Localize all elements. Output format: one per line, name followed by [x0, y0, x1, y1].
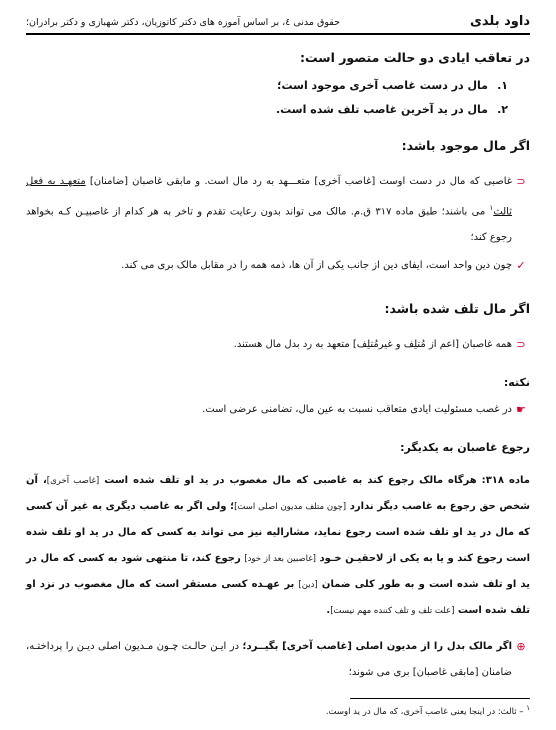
bullet-paragraph [26, 634, 530, 686]
list-number: ١. [497, 79, 508, 92]
footnote [26, 704, 530, 717]
heading-recourse: رجوع غاصبان به یکدیگر: [400, 441, 530, 455]
bullet-arrow-icon: ⊂ [516, 338, 526, 352]
author-name: داود بلدی [469, 14, 530, 29]
pointer-icon: ☛ [516, 403, 526, 417]
paragraph-text: غاصبی که مال در دست اوست [غاصب آخری] متعـــهد به رد مال است. و مابقی غاصبان [ضامنان] [85, 176, 512, 187]
heading-destroyed: اگر مال تلف شده باشد: [384, 301, 530, 317]
list-text: مال در ید آخرین غاصب تلف شده است. [275, 103, 488, 116]
paragraph-text: در غصب مسئولیت ایادی متعاقب نسبت به عین مال، تضامنی عرضی است. [202, 404, 512, 416]
footnote-ref: ١ [489, 204, 494, 212]
paragraph-text: همه غاصبان [اعم از مُتلِف و غیرمُتلِف] متعهد به رد بدل مال هستند. [233, 339, 512, 351]
article-318: ماده ٣١٨: هرگاه مالک رجوع کند به غاصبی که مال مغصوب در ید او تلف شده است [غاصب آخری]، آن شخص حق رجوع به غاصب دیگر ندارد [چون متلف مدیون اصلی است]؛ ولی اگر به غاصب دیگری به غیر آن کسی که مال در ید او تلف شده است رجوع نماید، مشارالیه نیز می تواند به کسی که مال در ید او تلف شده است رجوع کند و یا به یکی از لاحقیـن خـود [غاصبین بعد از خود] رجوع کند، تا منتهی شود به کسی که مال در ید او تلف شده است و به طور کلی ضمان [دین] بر عهـده کسی مستقر است که مال مغصوب در نزد او تلف شده است [علت تلف و تلف کننده مهم نیست]. [26, 475, 531, 617]
list-number: ٢. [497, 103, 508, 116]
bullet-paragraph [26, 253, 530, 279]
paragraph-bold: اگر مالک بدل را از مدیون اصلی [غاصب آخری] بگیــرد؛ [242, 641, 512, 653]
checkmark-icon: ✓ [516, 259, 526, 273]
course-title: حقوق مدنی ٤، بر اساس آموزه های دکتر کاتوزیان، دکتر شهبازی و دکتر برادران؛ [26, 17, 340, 28]
bullet-arrow-icon: ⊂ [516, 175, 526, 188]
bullet-paragraph [26, 169, 530, 251]
section-title: در تعاقب ایادی دو حالت متصور است: [300, 50, 530, 65]
footnote-number: ١ [526, 704, 530, 712]
underlined-term: متعهـد به فعل ثالث [26, 176, 513, 218]
cases-list [26, 79, 530, 116]
paragraph-text: می باشند؛ طبق ماده ٣١٧ ق.م. مالک می تواند بدون رعایت تقدم و تاخر به هر کدام از غاصبیـن کـه بخواهد رجوع کند؛ [26, 206, 512, 244]
bullet-paragraph [26, 397, 530, 423]
paragraph-text: چون دین واحد است، ایفای دین از جانب یکی از آن ها، ذمه همه را در مقابل مالک بری می کند. [121, 260, 512, 272]
list-text: مال در دست غاصب آخری موجود است؛ [277, 79, 488, 92]
paragraph-text: در ایـن حالـت چـون مـدیون اصلی دیـن را پرداختـه، ضامنان [مابقی غاصبان] بری می شوند؛ [26, 641, 512, 679]
list-item [26, 79, 508, 92]
footnote-text: – ثالث: در اینجا یعنی غاصب آخری، که مال در ید اوست. [325, 706, 524, 717]
circled-plus-icon: ⊕ [516, 640, 526, 654]
footnote-divider [350, 698, 530, 699]
heading-note: نکته: [503, 376, 530, 390]
heading-exists: اگر مال موجود باشد: [401, 138, 530, 153]
list-item [26, 103, 508, 116]
page-header [26, 0, 530, 35]
bullet-paragraph [26, 332, 530, 358]
